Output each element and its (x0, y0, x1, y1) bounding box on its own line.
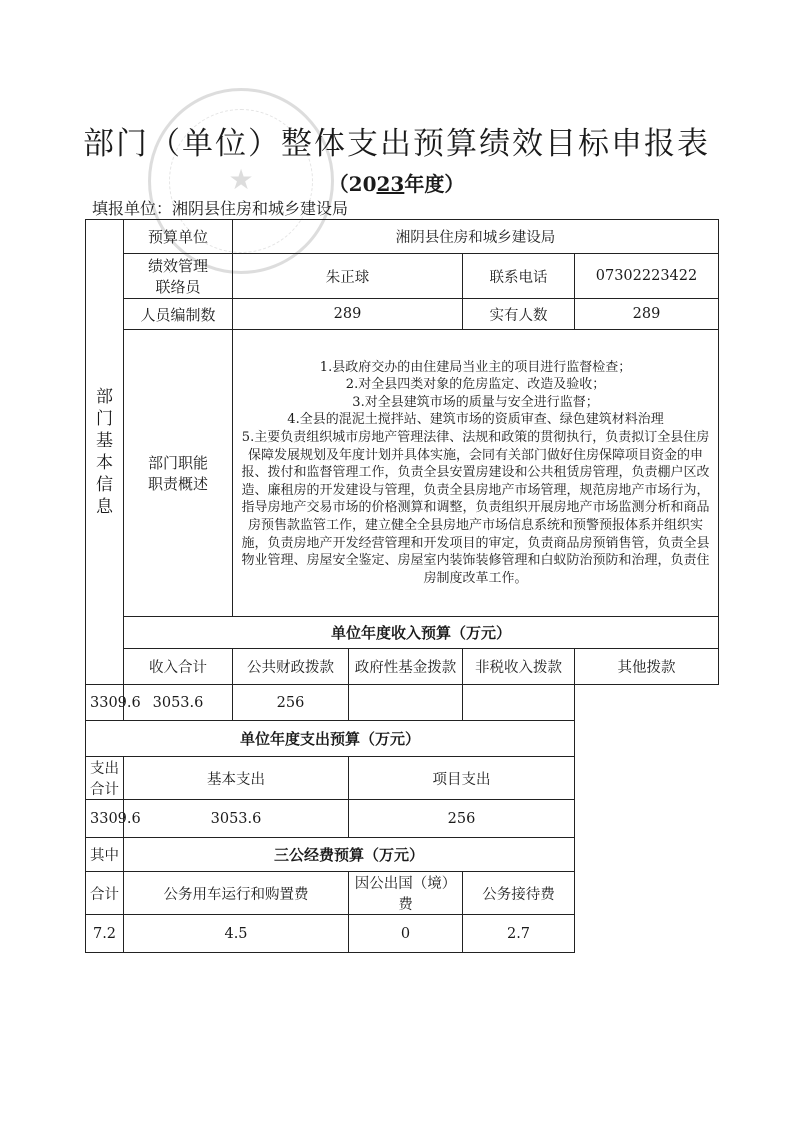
among-label: 其中 (86, 838, 124, 872)
duty-item: 5.主要负责组织城市房地产管理法律、法规和政策的贯彻执行，负责拟订全县住房保障发展规划及年度计划并具体实施，会同有关部门做好住房保障项目资金的申报、拨付和监督管理工作，负责全县安置房建设和公共租赁房管理，负责棚户区改造、廉租房的开发建设与管理，负责全县房地产市场管理，规范房地产市场行为，指导房地产交易市场的价格测算和调整，负责组织开展房地产市场监测分析和商品房预售款监管工作，建立健全全县房地产市场信息系统和预警预报体系并组织实施，负责房地产开发经营管理和开发项目的审定，负责商品房预销售管，负责全县物业管理、房屋安全鉴定、房屋室内装饰装修管理和白蚁防治预防和治理，负责住房制度改革工作。 (241, 430, 710, 586)
filling-unit-value: 湘阴县住房和城乡建设局 (172, 199, 349, 218)
three-col-overseas: 因公出国（境）费 (349, 872, 463, 915)
row-income-heading (86, 617, 719, 649)
budget-form-table (85, 219, 719, 953)
expense-val-total: 3309.6 (86, 800, 124, 838)
actual-staff-label: 实有人数 (463, 299, 575, 330)
row-three-public-columns (86, 872, 719, 915)
budget-unit-label: 预算单位 (124, 220, 233, 254)
basic-info-side-label: 部 门 基 本 信 息 (86, 220, 124, 685)
row-income-columns (86, 649, 719, 685)
income-col-gov-fund: 政府性基金拨款 (349, 649, 463, 685)
year-prefix: （20 (328, 172, 377, 196)
year-suffix: 年度） (404, 172, 465, 196)
staff-quota-value: 289 (233, 299, 463, 330)
expense-val-basic: 3053.6 (124, 800, 349, 838)
row-contact (86, 254, 719, 299)
report-year (0, 168, 793, 197)
row-expense-heading (86, 721, 719, 757)
three-val-total: 7.2 (86, 915, 124, 953)
star-icon: ★ (228, 163, 254, 196)
three-public-heading: 三公经费预算（万元） (124, 838, 575, 872)
year-value: 23 (376, 172, 405, 196)
row-three-public-heading (86, 838, 719, 872)
filling-unit-label: 填报单位： (92, 199, 173, 218)
row-income-values (86, 685, 719, 721)
income-val-public-finance: 3053.6 (124, 685, 233, 721)
expense-budget-heading: 单位年度支出预算（万元） (86, 721, 575, 757)
row-staff (86, 299, 719, 330)
income-val-gov-fund: 256 (233, 685, 349, 721)
row-duties (86, 330, 719, 617)
income-val-total: 3309.6 (86, 685, 124, 721)
row-expense-values (86, 800, 719, 838)
duties-text (233, 330, 719, 617)
expense-col-total: 支出合计 (86, 757, 124, 800)
income-col-other: 其他拨款 (575, 649, 719, 685)
duty-item: 4.全县的混泥土搅拌站、建筑市场的资质审查、绿色建筑材料治理 (287, 412, 664, 428)
expense-val-project: 256 (349, 800, 575, 838)
income-val-non-tax (349, 685, 463, 721)
income-val-other (463, 685, 575, 721)
row-budget-unit (86, 220, 719, 254)
income-col-total: 收入合计 (124, 649, 233, 685)
duties-label: 部门职能 职责概述 (124, 330, 233, 617)
three-col-total: 合计 (86, 872, 124, 915)
row-three-public-values (86, 915, 719, 953)
three-val-vehicle: 4.5 (124, 915, 349, 953)
filling-unit (92, 196, 348, 219)
duty-item: 1.县政府交办的由住建局当业主的项目进行监督检查； (319, 359, 632, 375)
page-title: 部门（单位）整体支出预算绩效目标申报表 (83, 126, 710, 162)
three-val-overseas: 0 (349, 915, 463, 953)
three-col-vehicle: 公务用车运行和购置费 (124, 872, 349, 915)
income-col-non-tax: 非税收入拨款 (463, 649, 575, 685)
budget-unit-value: 湘阴县住房和城乡建设局 (233, 220, 719, 254)
duty-item: 3.对全县建筑市场的质量与安全进行监督； (352, 394, 599, 410)
actual-staff-value: 289 (575, 299, 719, 330)
phone-label: 联系电话 (463, 254, 575, 299)
three-col-reception: 公务接待费 (463, 872, 575, 915)
expense-col-project: 项目支出 (349, 757, 575, 800)
row-expense-columns (86, 757, 719, 800)
three-val-reception: 2.7 (463, 915, 575, 953)
income-budget-heading: 单位年度收入预算（万元） (124, 617, 719, 649)
staff-quota-label: 人员编制数 (124, 299, 233, 330)
contact-label: 绩效管理 联络员 (124, 254, 233, 299)
contact-value: 朱正球 (233, 254, 463, 299)
duty-item: 2.对全县四类对象的危房监定、改造及验收； (345, 377, 606, 393)
phone-value: 07302223422 (575, 254, 719, 299)
income-col-public-finance: 公共财政拨款 (233, 649, 349, 685)
expense-col-basic: 基本支出 (124, 757, 349, 800)
